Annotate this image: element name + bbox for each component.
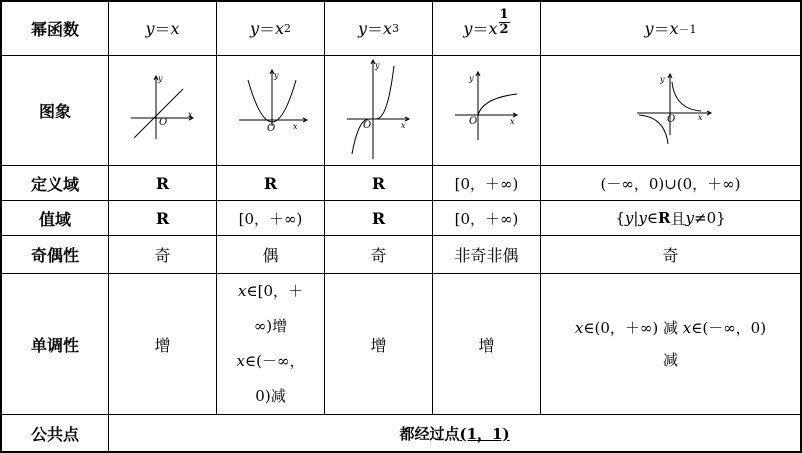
mono-f4: 增 — [478, 335, 495, 355]
mono-f1: 增 — [154, 335, 171, 355]
y-axis-label: y — [375, 61, 380, 70]
header-y-eq-x-inverse: y ＝ x －1 — [644, 19, 697, 39]
row-label-parity: 奇偶性 — [30, 246, 79, 265]
header-y-eq-x2: y ＝ x 2 — [249, 19, 292, 39]
origin-label: O — [363, 120, 372, 131]
x-axis-label: x — [293, 122, 298, 131]
mono-f3: 增 — [370, 335, 387, 355]
graph-y-eq-x — [109, 56, 216, 165]
y-axis-label: y — [158, 74, 163, 83]
graph-y-eq-x3 — [325, 56, 432, 165]
domain-f1: R — [155, 173, 170, 193]
row-label-monotonicity: 单调性 — [30, 335, 79, 355]
origin-label: O — [667, 114, 676, 125]
x-axis-label: x — [401, 121, 406, 130]
mono-f5: x∈(0，＋∞) 减 x∈(－∞，0) 减 — [574, 319, 767, 369]
range-f5: { y | y ∈ R 且 y ≠0} — [615, 209, 726, 228]
x-axis-label: x — [698, 113, 703, 122]
header-power-function: 幂函数 — [30, 20, 79, 39]
origin-label: O — [159, 117, 168, 128]
parity-f3: 奇 — [370, 246, 387, 265]
range-f1: R — [155, 208, 170, 228]
graph-y-eq-x-inverse — [541, 56, 800, 165]
parity-f5: 奇 — [662, 246, 679, 265]
x-axis-label: x — [510, 117, 515, 126]
parity-f4: 非奇非偶 — [454, 246, 519, 265]
parity-f1: 奇 — [154, 246, 171, 265]
row-label-graph: 图象 — [38, 102, 71, 121]
y-axis-label: y — [469, 74, 474, 83]
graph-y-eq-sqrt-x — [433, 56, 540, 165]
origin-label: O — [469, 116, 478, 127]
domain-f2: R — [263, 173, 278, 193]
range-f3: R — [371, 208, 386, 228]
row-label-range: 值域 — [38, 209, 71, 229]
mono-f2: x∈[0，＋ ∞)增 x∈(－∞， 0)减 — [236, 282, 305, 405]
domain-f5: (－∞，0)∪(0，＋∞) — [600, 174, 741, 193]
header-y-eq-x-half: y ＝ x $\frac{1}{2}$ — [463, 7, 509, 39]
row-label-domain: 定义域 — [30, 174, 79, 194]
common-point-value: 都经过点 (1，1) — [399, 424, 510, 443]
range-f4: [0，＋∞) — [454, 209, 519, 228]
header-y-eq-x: y ＝ x — [145, 19, 180, 39]
header-y-eq-x3: y ＝ x 3 — [357, 19, 400, 39]
parity-f2: 偶 — [262, 246, 279, 265]
origin-label: O — [267, 123, 276, 134]
row-label-common-point: 公共点 — [30, 424, 79, 444]
graph-y-eq-x2 — [217, 56, 324, 165]
y-axis-label: y — [660, 75, 665, 84]
domain-f4: [0，＋∞) — [454, 174, 519, 193]
y-axis-label: y — [274, 71, 279, 80]
domain-f3: R — [371, 173, 386, 193]
x-axis-label: x — [188, 110, 193, 119]
range-f2: [0，＋∞) — [238, 209, 303, 228]
